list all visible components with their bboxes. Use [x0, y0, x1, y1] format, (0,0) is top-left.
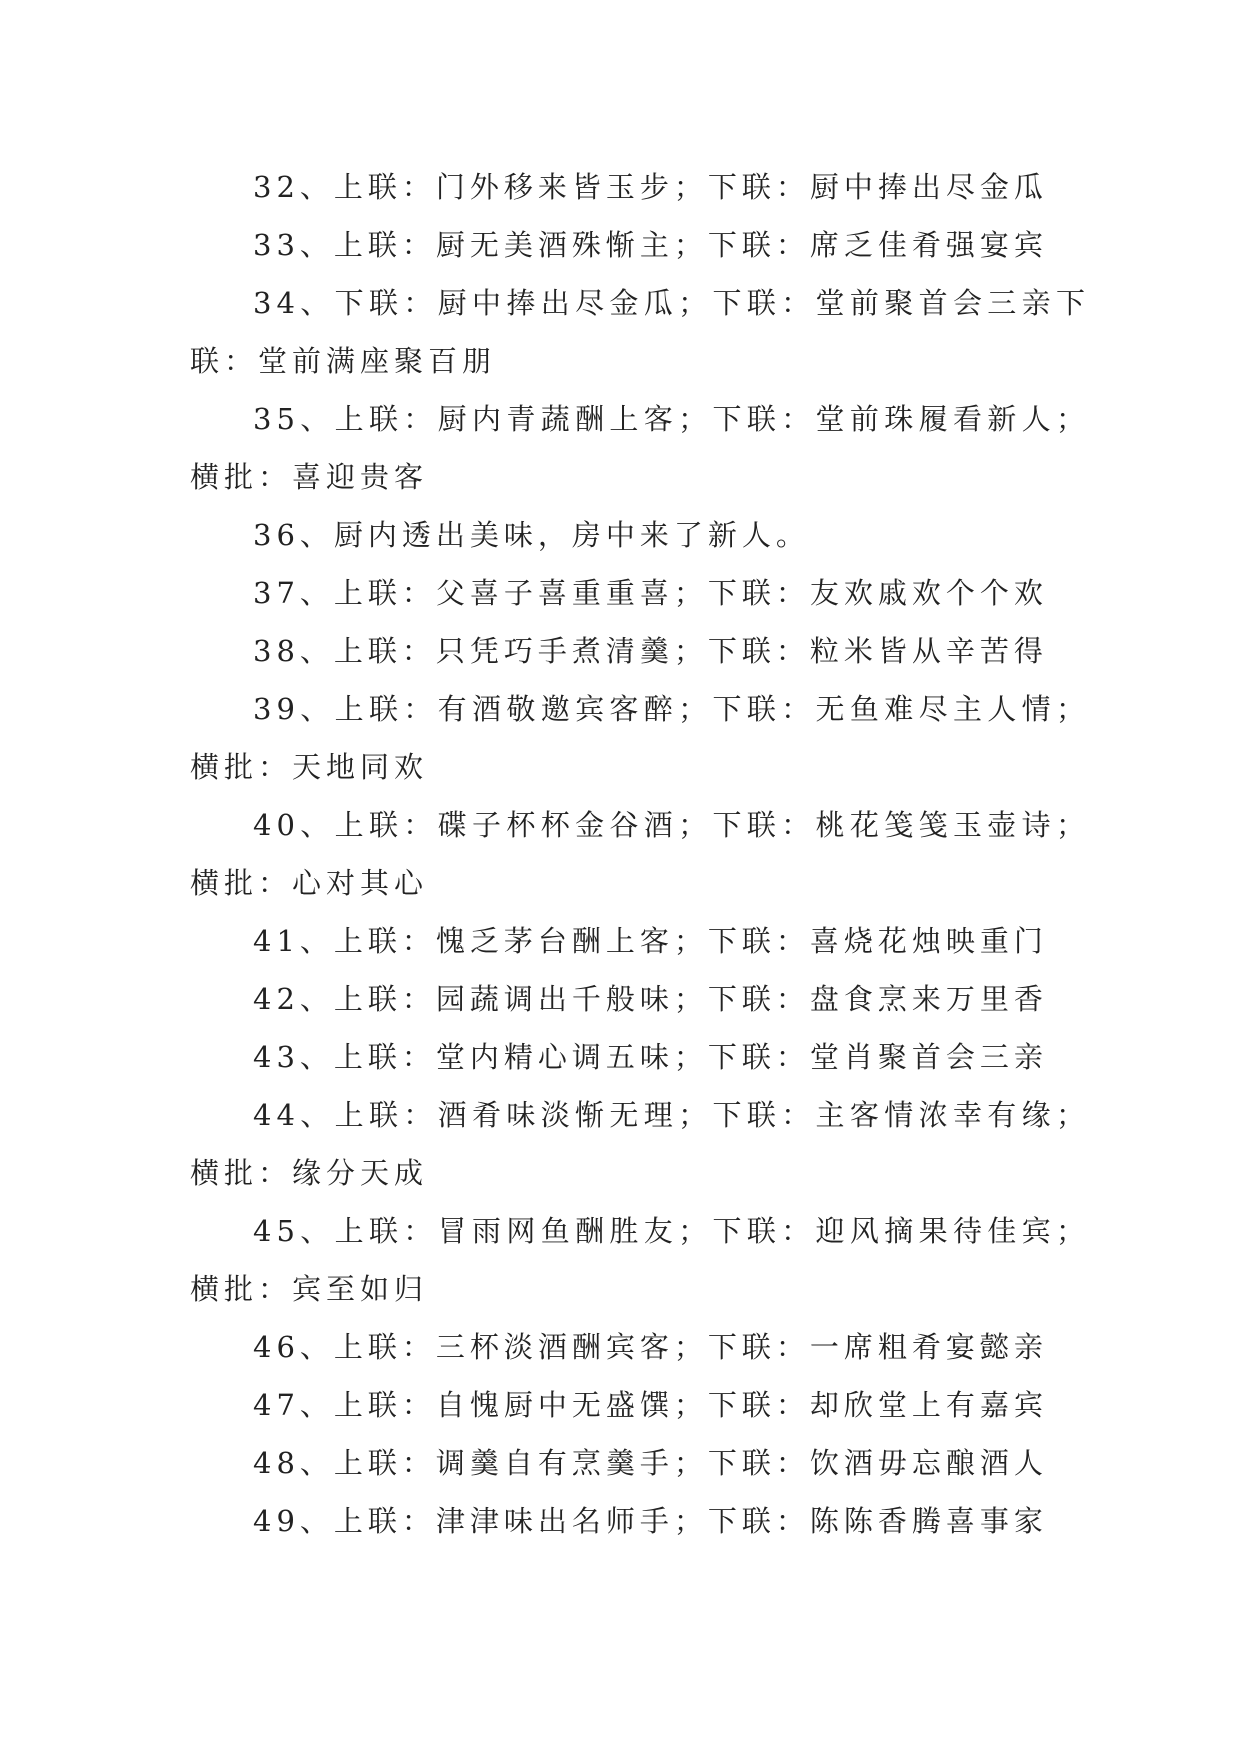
couplet-39: 39、上联：有酒敬邀宾客醉；下联：无鱼难尽主人情；横批：天地同欢 — [190, 692, 1090, 784]
couplet-34: 34、下联：厨中捧出尽金瓜；下联：堂前聚首会三亲下联：堂前满座聚百朋 — [190, 286, 1090, 378]
couplet-37: 37、上联：父喜子喜重重喜；下联：友欢戚欢个个欢 — [253, 576, 1048, 610]
couplet-46: 46、上联：三杯淡酒酬宾客；下联：一席粗肴宴懿亲 — [253, 1330, 1048, 1364]
couplet-40: 40、上联：碟子杯杯金谷酒；下联：桃花笺笺玉壶诗；横批：心对其心 — [190, 808, 1090, 900]
couplet-48: 48、上联：调羹自有烹羹手；下联：饮酒毋忘酿酒人 — [253, 1446, 1048, 1480]
couplet-45: 45、上联：冒雨网鱼酬胜友；下联：迎风摘果待佳宾；横批：宾至如归 — [190, 1214, 1090, 1306]
couplet-35: 35、上联：厨内青蔬酬上客；下联：堂前珠履看新人；横批：喜迎贵客 — [190, 402, 1090, 494]
couplet-36: 36、厨内透出美味，房中来了新人。 — [253, 518, 810, 552]
couplet-47: 47、上联：自愧厨中无盛馔；下联：却欣堂上有嘉宾 — [253, 1388, 1048, 1422]
couplet-list — [190, 158, 1090, 1550]
couplet-38: 38、上联：只凭巧手煮清羹；下联：粒米皆从辛苦得 — [253, 634, 1048, 668]
couplet-33: 33、上联：厨无美酒殊惭主；下联：席乏佳肴强宴宾 — [253, 228, 1048, 262]
couplet-41: 41、上联：愧乏茅台酬上客；下联：喜烧花烛映重门 — [253, 924, 1048, 958]
couplet-44: 44、上联：酒肴味淡惭无理；下联：主客情浓幸有缘；横批：缘分天成 — [190, 1098, 1090, 1190]
couplet-43: 43、上联：堂内精心调五味；下联：堂肖聚首会三亲 — [253, 1040, 1048, 1074]
couplet-49: 49、上联：津津味出名师手；下联：陈陈香腾喜事家 — [253, 1504, 1048, 1538]
couplet-32: 32、上联：门外移来皆玉步；下联：厨中捧出尽金瓜 — [253, 170, 1048, 204]
couplet-42: 42、上联：园蔬调出千般味；下联：盘食烹来万里香 — [253, 982, 1048, 1016]
